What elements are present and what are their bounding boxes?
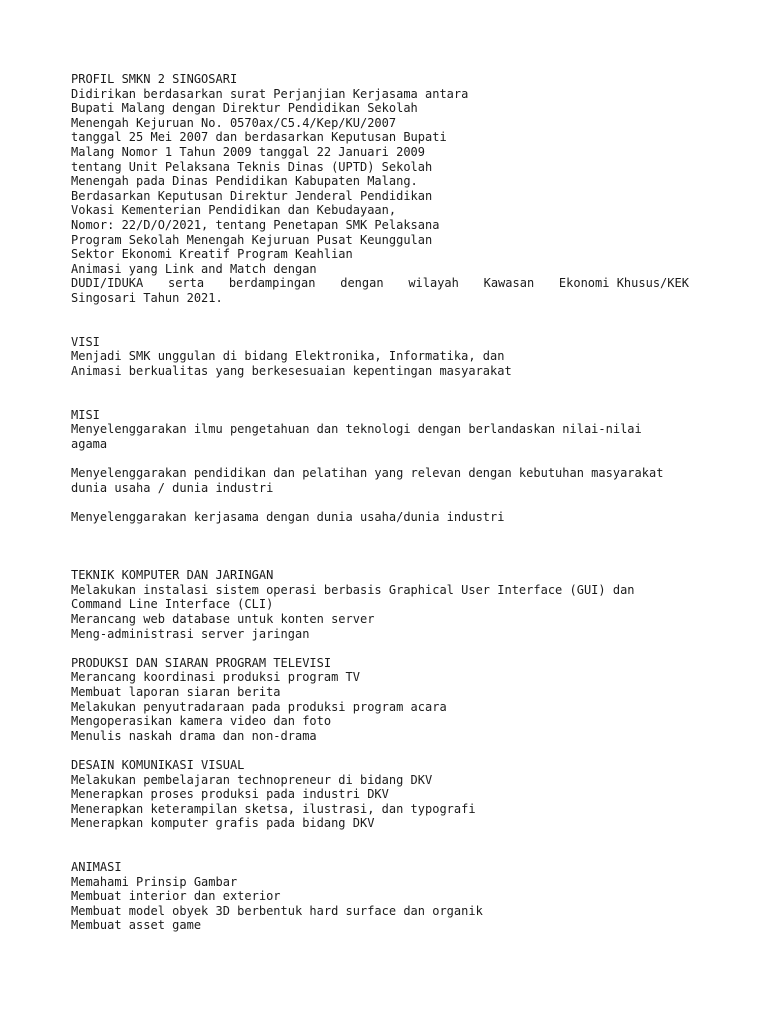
program-line: Mengoperasikan kamera video dan foto (71, 714, 332, 729)
program-line: Meng-administrasi server jaringan (71, 626, 310, 641)
misi-line: agama (71, 436, 108, 451)
profile-line: Animasi yang Link and Match dengan (71, 261, 317, 276)
program-line: Membuat asset game (71, 918, 202, 933)
program-heading: PRODUKSI DAN SIARAN PROGRAM TELEVISI (71, 655, 332, 670)
profile-line: Vokasi Kementerian Pendidikan dan Kebudayaan, (71, 203, 397, 218)
misi-item (71, 466, 689, 495)
visi-line: Animasi berkualitas yang berkesesuaian kepentingan masyarakat (71, 363, 512, 378)
program-line: Merancang web database untuk konten server (71, 611, 375, 626)
profile-line: Menengah Kejuruan No. 0570ax/C5.4/Kep/KU/2007 (71, 115, 397, 130)
program-heading: ANIMASI (71, 860, 122, 875)
program-line: Melakukan pembelajaran technopreneur di bidang DKV (71, 772, 433, 787)
profile-line: Nomor: 22/D/O/2021, tentang Penetapan SMK Pelaksana (71, 217, 440, 232)
program-line: Membuat model obyek 3D berbentuk hard surface dan organik (71, 903, 483, 918)
profile-line: Singosari Tahun 2021. (71, 290, 223, 305)
profile-line: tanggal 25 Mei 2007 dan berdasarkan Keputusan Bupati (71, 130, 447, 145)
profile-line: Sektor Ekonomi Kreatif Program Keahlian (71, 247, 353, 262)
program-line: Menerapkan keterampilan sketsa, ilustrasi, dan typografi (71, 801, 476, 816)
visi-section (71, 335, 689, 379)
program-heading: TEKNIK KOMPUTER DAN JARINGAN (71, 568, 274, 583)
misi-line: Menyelenggarakan ilmu pengetahuan dan teknologi dengan berlandaskan nilai-nilai (71, 422, 642, 437)
profile-title: PROFIL SMKN 2 SINGOSARI (71, 72, 238, 86)
program-line: Memahami Prinsip Gambar (71, 874, 238, 889)
program-line: Menerapkan komputer grafis pada bidang DKV (71, 816, 375, 831)
program-section-pspt (71, 656, 689, 744)
misi-line: Menyelenggarakan pendidikan dan pelatihan yang relevan dengan kebutuhan masyarakat (71, 466, 664, 481)
misi-section (71, 408, 689, 525)
profile-line: Didirikan berdasarkan surat Perjanjian Kerjasama antara (71, 86, 469, 101)
profile-line: tentang Unit Pelaksana Teknis Dinas (UPTD) Sekolah (71, 159, 433, 174)
program-line: Membuat laporan siaran berita (71, 684, 281, 699)
program-section-dkv (71, 758, 689, 831)
profile-line: Malang Nomor 1 Tahun 2009 tanggal 22 Januari 2009 (71, 144, 426, 159)
program-section-animasi (71, 860, 689, 933)
program-heading: DESAIN KOMUNIKASI VISUAL (71, 757, 245, 772)
misi-heading: MISI (71, 407, 100, 422)
justified-word: dengan (340, 276, 384, 291)
justified-word: serta (167, 276, 205, 291)
misi-item (71, 422, 689, 451)
program-line: Merancang koordinasi produksi program TV (71, 670, 360, 685)
program-line: Melakukan instalasi sistem operasi berbasis Graphical User Interface (GUI) dan (71, 582, 635, 597)
justified-word: Kawasan (483, 276, 535, 291)
program-line: Menerapkan proses produksi pada industri DKV (71, 787, 389, 802)
program-line: Command Line Interface (CLI) (71, 597, 274, 612)
profile-line: Berdasarkan Keputusan Direktur Jenderal Pendidikan (71, 188, 433, 203)
program-line: Melakukan penyutradaraan pada produksi program acara (71, 699, 447, 714)
misi-line: Menyelenggarakan kerjasama dengan dunia usaha/dunia industri (71, 509, 505, 524)
program-section-tkj (71, 568, 689, 641)
visi-line: Menjadi SMK unggulan di bidang Elektronika, Informatika, dan (71, 349, 505, 364)
document-body (71, 72, 689, 933)
misi-line: dunia usaha / dunia industri (71, 480, 274, 495)
justified-word: DUDI/IDUKA (71, 276, 144, 291)
profile-line: Bupati Malang dengan Direktur Pendidikan Sekolah (71, 101, 418, 116)
justified-word: Ekonomi Khusus/KEK (558, 276, 689, 291)
visi-heading: VISI (71, 334, 100, 349)
profile-section (71, 72, 689, 306)
program-line: Menulis naskah drama dan non-drama (71, 728, 317, 743)
profile-line: Menengah pada Dinas Pendidikan Kabupaten Malang. (71, 174, 418, 189)
justified-word: wilayah (408, 276, 459, 291)
justified-word: berdampingan (228, 276, 316, 291)
program-line: Membuat interior dan exterior (71, 889, 281, 904)
profile-justified-line (71, 276, 689, 291)
profile-line: Program Sekolah Menengah Kejuruan Pusat Keunggulan (71, 232, 433, 247)
misi-item (71, 510, 689, 525)
